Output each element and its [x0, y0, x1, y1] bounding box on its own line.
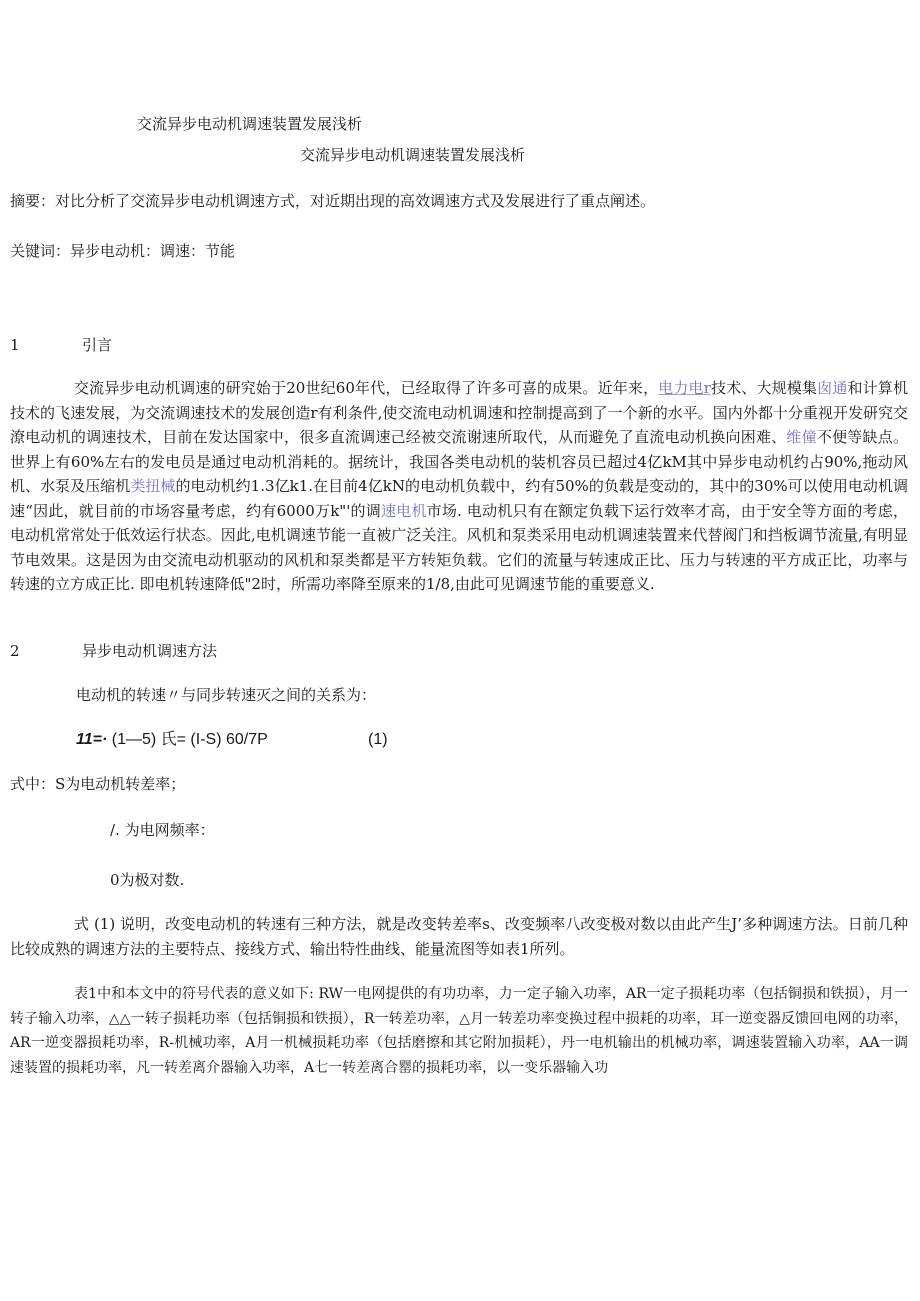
link-machinery[interactable]: 类扭械: [130, 477, 176, 495]
keywords: 关键词：异步电动机：调速：节能: [10, 242, 236, 260]
header-title: 交流异步电动机调速装置发展浅析: [137, 115, 363, 133]
intro-paragraph: 交流异步电动机调速的研究始于20世纪60年代，已经取得了许多可喜的成果。近年来，电力电r技术、大规模集囱通和计算机技术的飞速发展，为交流调速技术的发展创造r有利条件,使交流电动机调速和控制提高到了一个新的水平。国内外都十分重视开发研究交潦电动机的调速技术，目前在发达国家中，很多直流调速己经被交流谢速所取代，从而避免了直流电动机换向困难、维僮不便等缺点。世界上有60%左右的发电员是通过电动机消耗的。据统计，我国各类电动机的装机容员已超过4亿kM其中异步电动机约占90%,拖动风机、水泵及压缩机类扭械的电动机约1.3亿k1.在目前4亿kN的电动机负载中，约有50%的负载是变动的，其中的30%可以使用电动机调速“因此，就目前的市场容量考虑，约有6000万k"'的调速电机市场. 电动机只有在额定负载下运行效率才高，由于安全等方面的考虑，电动机常常处于低效运行状态。因此,电机调速节能一直被广泛关注。风机和泵类采用电动机调速装置来代替阀门和挡板调节流量,有明显节电效果。这是因为由交流电动机驱动的风机和泵类都是平方转矩负载。它们的流量与转速成正比、压力与转速的平方成正比，功率与转速的立方成正比. 即电机转速降低"2时，所需功率降至原来的1/8,由此可见调速节能的重要意义.: [10, 379, 908, 593]
link-integrated-circuit[interactable]: 囱通: [817, 379, 848, 397]
link-maintenance[interactable]: 维僮: [786, 428, 817, 446]
abstract: 摘要：对比分析了交流异步电动机调速方式，对近期出现的高效调速方式及发展进行了重点阐述。: [10, 192, 656, 210]
methods-paragraph: 式 (1) 说明，改变电动机的转速有三种方法，就是改变转差率s、改变频率八改变极对数以由此产生J’多种调速方法。日前几种比较成熟的调速方法的主要特点、接线方式、输出特性曲线、能量流图等如表1所列。: [10, 915, 908, 958]
relation-text: 电动机的转速〃与同步转速灭之间的关系为：: [76, 686, 377, 704]
document-title: 交流异步电动机调速装置发展浅析: [300, 146, 526, 164]
section-title: 引言: [82, 336, 113, 354]
symbols-paragraph: 表1中和本文中的符号代表的意义如下: RW一电网提供的有功功率，力一定子输入功率，AR一定子损耗功率（包括铜损和铁损），月一转子输入功率，△△一转子损耗功率（包括铜损和铁损），R一转差功率，△月一转差功率变换过程中损耗的功率，耳一逆变器反馈回电网的功率，AR一逆变器损耗功率，R-机械功率，A月一机械损耗功率（包括磨擦和其它附加损耗），丹一电机输出的机械功率，调速装置输入功率，AA一调速装置的损耗功率，凡一转差离介器输入功率，A七一转差离合罂的损耗功率，以一变乐器输入功: [10, 986, 908, 1076]
section-number: 1: [10, 336, 20, 354]
formula-lhs: 11=·: [76, 731, 108, 748]
section-title: 异步电动机调速方法: [82, 642, 218, 660]
formula-number: (1): [368, 731, 388, 748]
where-slip: 式中：S为电动机转差率；: [10, 775, 186, 793]
section-number: 2: [10, 642, 20, 660]
speed-formula: [76, 729, 388, 751]
link-power-electronics[interactable]: 电力电r: [658, 379, 711, 397]
link-speed-motor[interactable]: 速电机: [381, 501, 427, 520]
where-frequency: /. 为电网频率：: [110, 821, 215, 839]
where-poles: 0为极对数.: [110, 871, 185, 889]
formula-body: (1—5) 氏= (I-S) 60/7P: [111, 731, 268, 748]
